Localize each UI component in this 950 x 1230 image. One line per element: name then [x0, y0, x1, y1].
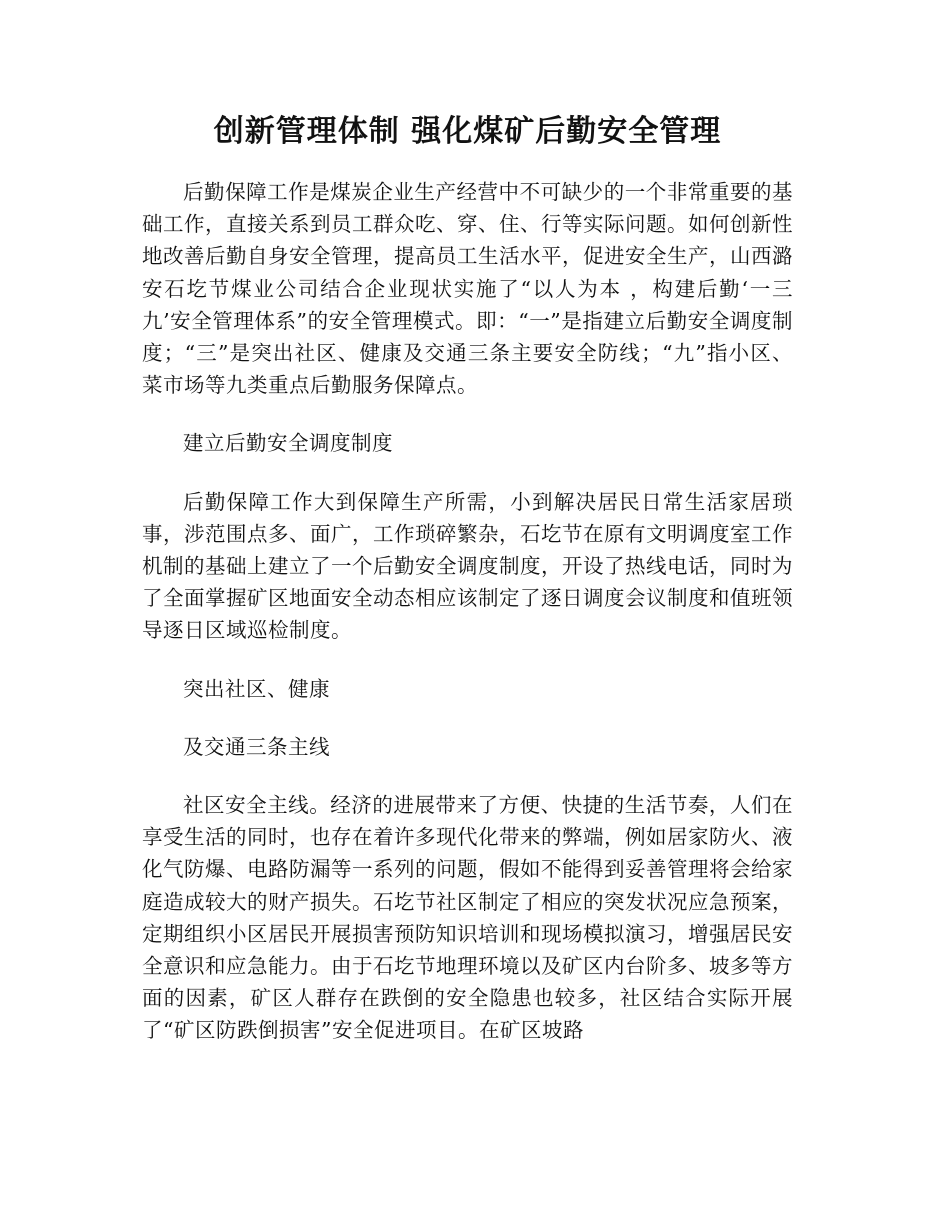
section-heading-lines-part2: 及交通三条主线	[183, 734, 330, 759]
dispatch-paragraph: 后勤保障工作大到保障生产所需，小到解决居民日常生活家居琐事，涉范围点多、面广，工作琐碎繁杂，石圪节在原有文明调度室工作机制的基础上建立了一个后勤安全调度制度，开设了热线电话，同时为了全面掌握矿区地面安全动态相应该制定了逐日调度会议制度和值班领导逐日区域巡检制度。	[142, 489, 793, 643]
section-heading-dispatch: 建立后勤安全调度制度	[183, 431, 393, 456]
section-heading-lines-part1: 突出社区、健康	[183, 676, 330, 701]
community-paragraph: 社区安全主线。经济的进展带来了方便、快捷的生活节奏，人们在享受生活的同时，也存在着许多现代化带来的弊端，例如居家防火、液化气防爆、电路防漏等一系列的问题，假如不能得到妥善管理将会给家庭造成较大的财产损失。石圪节社区制定了相应的突发状况应急预案，定期组织小区居民开展损害预防知识培训和现场模拟演习，增强居民安全意识和应急能力。由于石圪节地理环境以及矿区内台阶多、坡多等方面的因素，矿区人群存在跌倒的安全隐患也较多，社区结合实际开展了“矿区防跌倒损害”安全促进项目。在矿区坡路	[142, 793, 793, 1043]
intro-paragraph: 后勤保障工作是煤炭企业生产经营中不可缺少的一个非常重要的基础工作，直接关系到员工群众吃、穿、住、行等实际问题。如何创新性地改善后勤自身安全管理，提高员工生活水平，促进安全生产，山西潞安石圪节煤业公司结合企业现状实施了“以人为本 ，构建后勤‘一三九’安全管理体系”的安全管理模式。即：“一”是指建立后勤安全调度制度；“三”是突出社区、健康及交通三条主要安全防线；“九”指小区、菜市场等九类重点后勤服务保障点。	[142, 180, 793, 398]
document-title: 创新管理体制 强化煤矿后勤安全管理	[213, 114, 722, 149]
